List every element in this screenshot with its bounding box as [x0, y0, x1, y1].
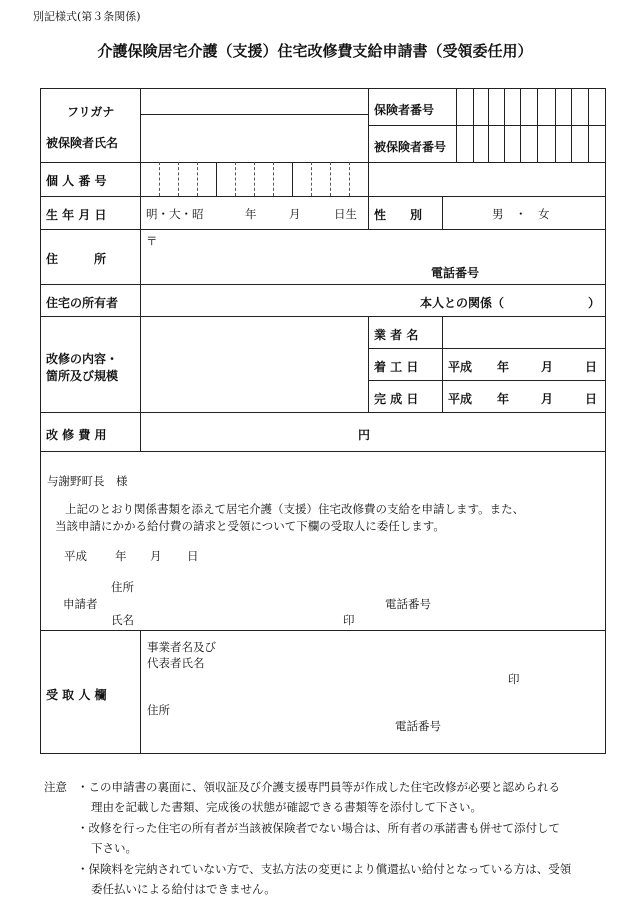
note-3-line2: 委任払いによる給付はできません。 [91, 882, 276, 896]
start-year-unit: 年 [497, 360, 510, 374]
address-phone-label: 電話番号 [431, 266, 480, 280]
renovation-scope-label: 箇所及び規模 [46, 369, 119, 383]
representative-name-label: 代表者氏名 [147, 656, 205, 670]
recipient-address-label: 住所 [147, 703, 170, 717]
business-name-label: 事業者名及び [147, 640, 216, 654]
application-day-unit: 日 [187, 549, 199, 563]
completion-era: 平成 [448, 392, 473, 406]
note-1-line2: 理由を記載した書類、完成後の状態が確認できる書類等を添付して下さい。 [91, 800, 482, 814]
application-date-era: 平成 [64, 549, 87, 563]
personal-number-label: 個 人 番 号 [46, 174, 107, 188]
completion-year-unit: 年 [497, 392, 510, 406]
birth-month-unit: 月 [289, 207, 301, 221]
applicant-phone-label: 電話番号 [385, 597, 431, 611]
start-date-label: 着 工 日 [374, 360, 419, 374]
applicant-address-label: 住所 [111, 580, 134, 594]
page-title: 介護保険居宅介護（支援）住宅改修費支給申請書（受領委任用） [97, 42, 533, 60]
start-day-unit: 日 [585, 360, 598, 374]
notes-label: 注意 [44, 780, 67, 794]
era-options: 明・大・昭 [146, 207, 204, 221]
contractor-name-label: 業 者 名 [374, 328, 419, 342]
completion-month-unit: 月 [541, 392, 554, 406]
gender-label: 性 別 [374, 208, 423, 222]
applicant-seal: 印 [343, 613, 355, 627]
form-reference: 別記様式(第３条関係) [33, 10, 141, 23]
application-body-line1: 上記のとおり関係書類を添えて居宅介護（支援）住宅改修費の支給を申請します。また、 [65, 502, 525, 516]
applicant-name-label: 氏名 [111, 613, 134, 627]
birth-year-unit: 年 [245, 207, 257, 221]
application-body-line2: 当該申請にかかる給付費の請求と受領について下欄の受取人に委任します。 [55, 519, 445, 533]
addressee: 与謝野町長 様 [47, 474, 128, 488]
application-year-unit: 年 [115, 549, 127, 563]
start-era: 平成 [448, 360, 473, 374]
cost-label: 改 修 費 用 [46, 428, 107, 442]
note-3-line1: ・保険料を完納されていない方で、支払方法の変更により償還払い給付となっている方は、受領 [77, 862, 572, 876]
note-1-line1: ・この申請書の裏面に、領収証及び介護支援専門員等が作成した住宅改修が必要と認められる [77, 780, 560, 794]
recipient-phone-label: 電話番号 [395, 719, 441, 733]
owner-label: 住宅の所有者 [46, 296, 119, 310]
relationship-label: 本人との関係（ ） [420, 296, 601, 310]
gender-options: 男 ・ 女 [492, 207, 550, 221]
insured-name-label: 被保険者氏名 [46, 136, 119, 150]
cost-yen-unit: 円 [358, 428, 371, 442]
renovation-content-label: 改修の内容・ [46, 352, 119, 366]
furigana-label: フリガナ [67, 105, 115, 119]
application-month-unit: 月 [150, 549, 162, 563]
insured-number-label: 被保険者番号 [374, 140, 447, 154]
birth-day-unit: 日生 [334, 207, 357, 221]
recipient-seal: 印 [508, 672, 520, 686]
address-label: 住 所 [46, 252, 107, 266]
applicant-label: 申請者 [63, 597, 98, 611]
start-month-unit: 月 [541, 360, 554, 374]
completion-date-label: 完 成 日 [374, 392, 419, 406]
note-2-line1: ・改修を行った住宅の所有者が当該被保険者でない場合は、所有者の承諾書も併せて添付して [77, 821, 560, 835]
birthdate-label: 生 年 月 日 [46, 208, 107, 222]
recipient-label: 受 取 人 欄 [46, 688, 107, 702]
completion-day-unit: 日 [585, 392, 598, 406]
application-form-table [40, 88, 606, 754]
note-2-line2: 下さい。 [91, 841, 137, 855]
insurer-number-label: 保険者番号 [374, 103, 435, 117]
postal-mark: 〒 [146, 234, 158, 248]
